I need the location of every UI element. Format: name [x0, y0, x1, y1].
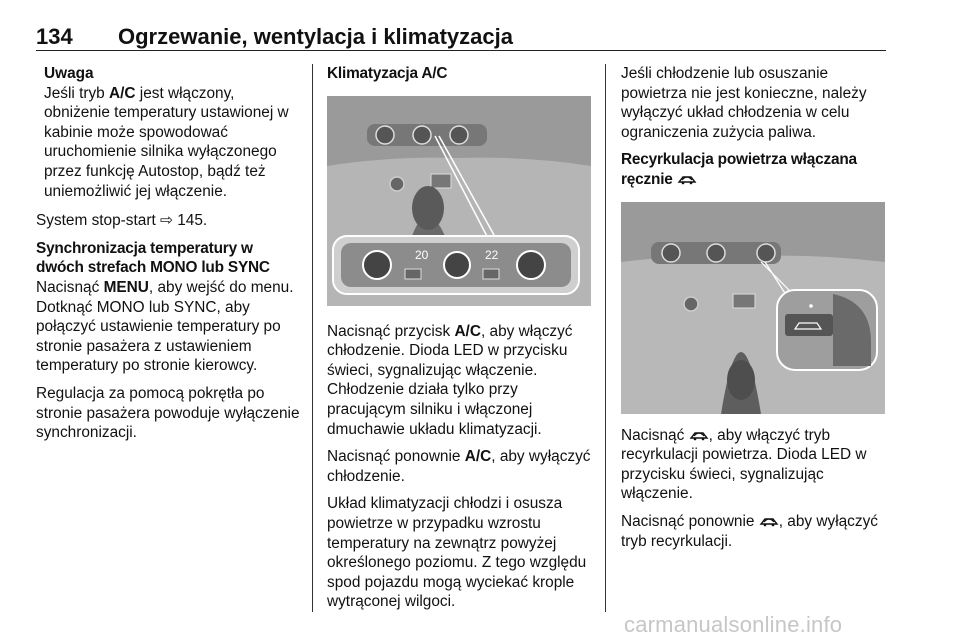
watermark: carmanualsonline.info: [624, 612, 843, 637]
column-divider: [312, 64, 313, 612]
page-reference-link[interactable]: 145.: [172, 212, 208, 230]
recirculation-paragraph-1: Nacisnąć , aby włączyć tryb recyrkulacji powietrza. Dioda LED w przycisku świeci, sygnalizując włączenie.: [621, 426, 867, 503]
display-left-temp: 20: [415, 247, 429, 262]
column-divider: [605, 64, 606, 612]
recirculation-figure: [621, 202, 885, 414]
page-number: 134: [36, 24, 73, 49]
cooling-paragraph: Jeśli chłodzenie lub osuszanie powietrza nie jest konieczne, należy wyłączyć układ chłodzenia w celu ograniczenia zużycia paliwa.: [621, 65, 867, 141]
column-left: [36, 64, 304, 451]
climate-panel-figure: [327, 96, 591, 306]
page-reference-arrow-icon: ⇨: [160, 212, 173, 230]
note-box: [36, 64, 304, 201]
recirculation-icon: [759, 515, 779, 527]
ac-paragraph-1: Nacisnąć przycisk A/C, aby włączyć chłodzenie. Dioda LED w przycisku świeci, sygnalizując włączenie. Chłodzenie działa tylko przy pracującym silniku i włączonej dmuchawie układu klimatyzacji.: [327, 322, 573, 438]
note-title: Uwaga: [44, 65, 94, 82]
ac-heading: Klimatyzacja A/C: [327, 65, 448, 82]
note-text: Jeśli tryb A/C jest włączony, obniżenie temperatury ustawionej w kabinie może spowodować uruchomienie silnika wyłączonego przez funkcję Autostop, bądź też uniemożliwić jej włączenie.: [44, 84, 289, 200]
recirculation-icon: [677, 173, 697, 185]
stopstart-reference: System stop-start ⇨ 145.: [36, 212, 208, 230]
ac-paragraph-3: Układ klimatyzacji chłodzi i osusza powietrze w przypadku wzrostu temperatury na zewnątrz powyżej określonego poziomu. Z tego względu spod pojazdu mogą wyciekać krople wytrąconej wilgoci.: [327, 495, 587, 611]
sync-paragraph: Nacisnąć MENU, aby wejść do menu. Dotknąć MONO lub SYNC, aby połączyć ustawienie temperatury po stronie pasażera z ustawieniem temperatury po stronie kierowcy.: [36, 278, 294, 375]
ac-paragraph-2: Nacisnąć ponownie A/C, aby wyłączyć chłodzenie.: [327, 448, 591, 485]
climate-panel-illustration: [327, 96, 591, 306]
sync-heading: Synchronizacja temperatury w dwóch strefach MONO lub SYNC: [36, 239, 270, 277]
recirculation-illustration: [621, 202, 885, 414]
recirculation-heading: Recyrkulacja powietrza włączana ręcznie: [621, 151, 857, 188]
chapter-title: Ogrzewanie, wentylacja i klimatyzacja: [118, 24, 513, 49]
page-header: [36, 22, 886, 51]
column-middle: [327, 64, 595, 620]
column-right: [621, 64, 889, 559]
display-right-temp: 22: [485, 247, 499, 262]
sync-paragraph-2: Regulacja za pomocą pokrętła po stronie pasażera powoduje wyłączenie synchronizacji.: [36, 384, 300, 442]
recirculation-icon: [689, 429, 709, 441]
recirculation-paragraph-2: Nacisnąć ponownie , aby wyłączyć tryb recyrkulacji.: [621, 512, 878, 550]
